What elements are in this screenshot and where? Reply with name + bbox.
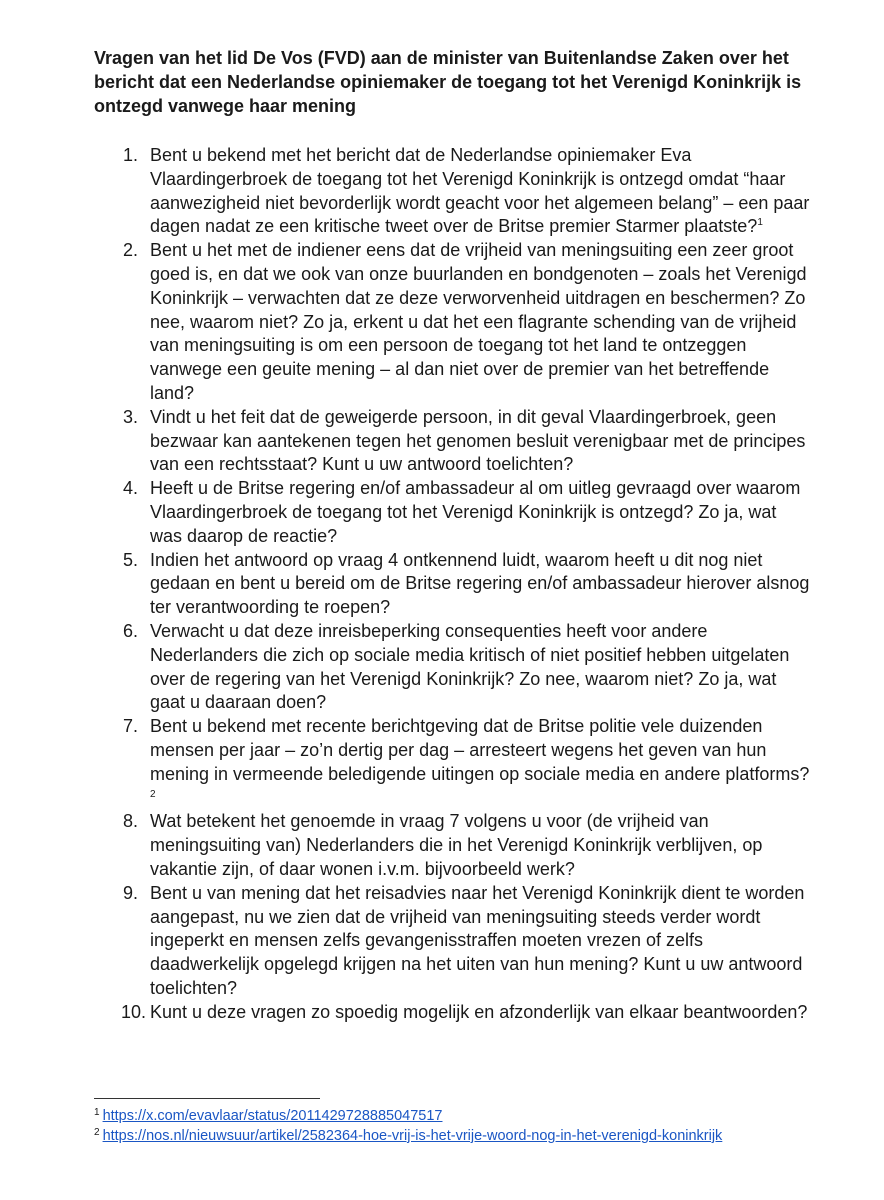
footnote-link[interactable]: https://nos.nl/nieuwsuur/artikel/2582364-hoe-vrij-is-het-vrije-woord-nog-in-het-verenigd-koninkrijk [102, 1128, 723, 1144]
question-number: 7. [122, 716, 138, 737]
question-number: 5. [122, 549, 138, 570]
question-number: 10. [121, 1001, 147, 1022]
question-number: 9. [122, 882, 138, 903]
question-text: Heeft u de Britse regering en/of ambassadeur al om uitleg gevraagd over waarom Vlaardingerbroek de toegang tot het Verenigd Koninkrijk is ontzegd? Zo ja, wat was daarop de reactie? [150, 478, 801, 546]
question-number: 2. [122, 240, 138, 261]
question-text: Bent u van mening dat het reisadvies naar het Verenigd Koninkrijk dient te worden aangepast, nu we zien dat de vrijheid van meningsuiting steeds verder wordt ingeperkt en mensen zelfs gevangenisstraffen moeten vrezen of zelfs daadwerkelijk opgelegd krijgen na het uiten van hun mening? Kunt u uw antwoord toelichten? [150, 882, 805, 998]
question-text: Kunt u deze vragen zo spoedig mogelijk en afzonderlijk van elkaar beantwoorden? [150, 1001, 808, 1022]
footnotes [94, 1107, 854, 1147]
question-text: Bent u het met de indiener eens dat de vrijheid van meningsuiting een zeer groot goed is, en dat we ook van onze buurlanden en bondgenoten – zoals het Verenigd Koninkrijk – verwachten dat ze deze verworvenheid uitdragen en beschermen? Zo nee, waarom niet? Zo ja, erkent u dat het een flagrante schending van de vrijheid van meningsuiting is om een persoon de toegang tot het land te ontzeggen vanwege een geuite mening – al dan niet over de premier van het betreffende land? [150, 240, 807, 403]
question-text: Wat betekent het genoemde in vraag 7 volgens u voor (de vrijheid van meningsuiting van) Nederlanders die in het Verenigd Koninkrijk verblijven, op vakantie zijn, of daar wonen i.v.m. bijvoorbeeld werk? [150, 811, 763, 879]
question-number: 3. [122, 406, 138, 427]
question-number: 6. [122, 620, 138, 641]
question-number: 8. [122, 811, 138, 832]
question-item [96, 549, 812, 620]
question-text: Bent u bekend met het bericht dat de Nederlandse opiniemaker Eva Vlaardingerbroek de toegang tot het Verenigd Koninkrijk is ontzegd omdat “haar aanwezigheid niet bevorderlijk wordt geacht voor het algemeen belang” – een paar dagen nadat ze een kritische tweet over de Britse premier Starmer plaatste? [150, 145, 810, 237]
footnote-divider [94, 1098, 320, 1099]
footnote-mark: 2 [94, 1127, 100, 1138]
footnote-reference: 1 [757, 217, 763, 229]
footnote-reference: 2 [150, 788, 156, 800]
question-text: Vindt u het feit dat de geweigerde persoon, in dit geval Vlaardingerbroek, geen bezwaar kan aantekenen tegen het genomen besluit verenigbaar met de principes van een rechtsstaat? Kunt u uw antwoord toelichten? [150, 406, 806, 475]
footnote-item [94, 1127, 854, 1147]
document-title: Vragen van het lid De Vos (FVD) aan de minister van Buitenlandse Zaken over het bericht dat een Nederlandse opiniemaker de toegang tot het Verenigd Koninkrijk is ontzegd vanwege haar mening [94, 48, 802, 116]
question-text: Bent u bekend met recente berichtgeving dat de Britse politie vele duizenden mensen per jaar – zo’n dertig per dag – arresteert wegens het geven van hun mening in vermeende beledigende uitingen op sociale media en andere platforms? [150, 716, 810, 784]
question-item [96, 715, 812, 810]
question-item [96, 144, 812, 239]
question-number: 1. [122, 145, 138, 165]
question-item [96, 620, 812, 715]
question-list [96, 144, 812, 1024]
footnote-item [94, 1107, 854, 1127]
question-text: Verwacht u dat deze inreisbeperking consequenties heeft voor andere Nederlanders die zich op sociale media kritisch of niet positief hebben uitgelaten over de regering van het Verenigd Koninkrijk? Zo nee, waarom niet? Zo ja, wat gaat u daaraan doen? [150, 620, 790, 713]
question-text: Indien het antwoord op vraag 4 ontkennend luidt, waarom heeft u dit nog niet gedaan en bent u bereid om de Britse regering en/of ambassadeur hierover alsnog ter verantwoording te roepen? [150, 549, 810, 618]
question-item [96, 1001, 812, 1025]
question-item [96, 406, 812, 477]
question-item [96, 882, 812, 1001]
question-item [96, 239, 812, 406]
footnote-mark: 1 [94, 1107, 100, 1118]
question-item [96, 477, 812, 548]
question-item [96, 810, 812, 881]
footnote-link[interactable]: https://x.com/evavlaar/status/2011429728885047517 [102, 1108, 443, 1124]
question-number: 4. [122, 478, 138, 499]
